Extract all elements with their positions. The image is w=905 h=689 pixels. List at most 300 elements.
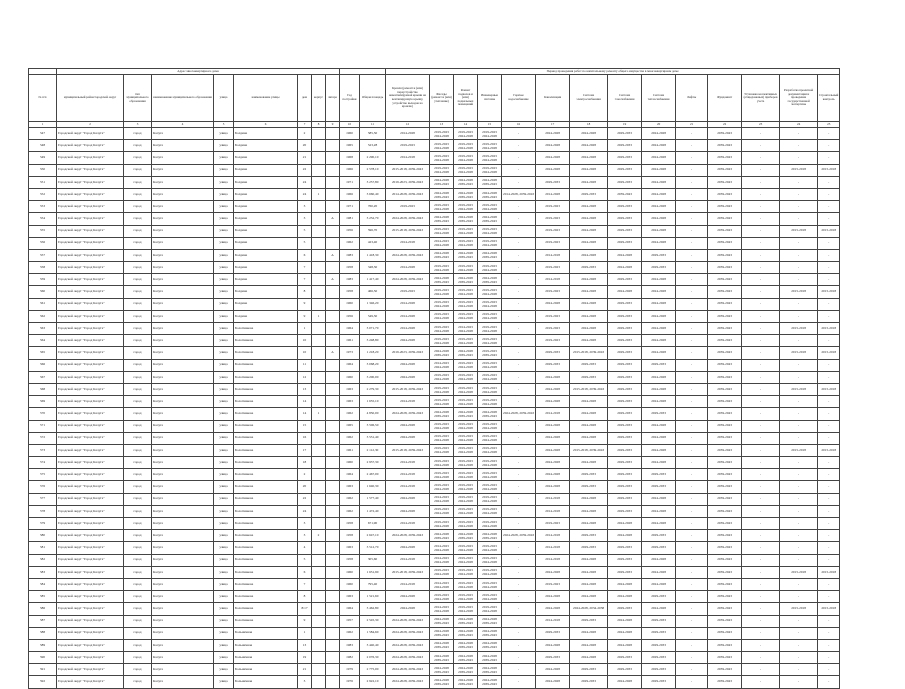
cell-street: Болотникова xyxy=(234,323,298,335)
cell-eng-line: 2019-2023 xyxy=(482,361,497,366)
cell-st: улица xyxy=(214,554,234,566)
cell-house: 16 xyxy=(298,432,312,444)
cell-elec: 2029-2033 xyxy=(570,469,608,481)
cell-lit xyxy=(326,140,340,152)
cell-found: 2039-2043 xyxy=(708,164,742,176)
cell-korp xyxy=(312,176,326,188)
cell-street: Болотникова xyxy=(234,615,298,627)
cell-facade-line: 2024-2028 xyxy=(434,653,449,658)
cell-eng xyxy=(478,554,502,566)
cell-heat: 2029-2033 xyxy=(642,481,676,493)
cell-basement xyxy=(454,603,478,615)
cell-eng-line: 2024-2028 xyxy=(482,596,497,601)
table-row xyxy=(29,603,840,615)
cell-basement xyxy=(454,493,478,505)
cell-year: 1965 xyxy=(340,140,360,152)
cell-lift: - xyxy=(676,652,708,664)
cell-gas: 2029-2033 xyxy=(608,201,642,213)
table-row xyxy=(29,542,840,554)
cell-basement-line: 2039-2043 xyxy=(458,352,473,357)
cell-year: 1960 xyxy=(340,457,360,469)
cell-facade-line: 2039-2043 xyxy=(434,645,449,650)
cell-meter: - xyxy=(742,578,780,590)
cell-year: 1961 xyxy=(340,335,360,347)
cell-st: улица xyxy=(214,262,234,274)
column-header: дом xyxy=(298,75,312,122)
cell-type: город xyxy=(124,481,152,493)
cell-meter: - xyxy=(742,457,780,469)
cell-gas: 2024-2028 xyxy=(608,518,642,530)
cell-area: 1 584,60 xyxy=(360,627,386,639)
cell-facade xyxy=(430,396,454,408)
cell-district: Городской округ "Город Калуга" xyxy=(57,310,124,322)
cell-basement-line: 2024-2028 xyxy=(458,617,473,622)
cell-street: Болотникова xyxy=(234,396,298,408)
column-number: 24 xyxy=(780,122,818,128)
cell-found: 2039-2043 xyxy=(708,652,742,664)
cell-found: 2039-2043 xyxy=(708,347,742,359)
cell-roof: 2014-2028 xyxy=(386,262,430,274)
cell-street: Больничная xyxy=(234,676,298,688)
cell-basement-line: 2019-2023 xyxy=(458,239,473,244)
cell-n: 590 xyxy=(29,652,57,664)
cell-elec: 2024-2028 xyxy=(570,323,608,335)
cell-street: Больничная xyxy=(234,664,298,676)
cell-heat: 2024-2028 xyxy=(642,335,676,347)
cell-eng-line: 2039-2043 xyxy=(482,352,497,357)
cell-basement-line: 2024-2028 xyxy=(458,450,473,455)
cell-elec: 2029-2033 xyxy=(570,371,608,383)
cell-lit: А xyxy=(326,249,340,261)
cell-korp xyxy=(312,359,326,371)
cell-st: улица xyxy=(214,359,234,371)
column-number: 16 xyxy=(502,122,536,128)
cell-roof: 2024-2028 xyxy=(386,505,430,517)
cell-eng-line: 2019-2023 xyxy=(482,202,497,207)
cell-n: 586 xyxy=(29,603,57,615)
cell-facade-line: 2019-2023 xyxy=(434,373,449,378)
cell-street: Болотникова xyxy=(234,493,298,505)
cell-area: 2 467,00 xyxy=(360,469,386,481)
cell-street: Болотникова xyxy=(234,591,298,603)
cell-area: 2 290,10 xyxy=(360,152,386,164)
table-row xyxy=(29,152,840,164)
cell-eng-line: 2024-2028 xyxy=(482,560,497,565)
cell-n: 576 xyxy=(29,481,57,493)
cell-basement xyxy=(454,652,478,664)
column-number: 15 xyxy=(478,122,502,128)
cell-ctrl: - xyxy=(818,493,840,505)
cell-facade xyxy=(430,274,454,286)
cell-st: улица xyxy=(214,176,234,188)
cell-eng-line: 2019-2023 xyxy=(482,385,497,390)
cell-meter: - xyxy=(742,286,780,298)
cell-gas: 2029-2033 xyxy=(608,225,642,237)
cell-elec: 2024-2028 xyxy=(570,274,608,286)
cell-ctrl: - xyxy=(818,188,840,200)
cell-house: 3 xyxy=(298,676,312,688)
cell-facade xyxy=(430,201,454,213)
cell-street: Болдина xyxy=(234,298,298,310)
cell-area: 2 076,30 xyxy=(360,652,386,664)
cell-facade-line: 2024-2028 xyxy=(434,267,449,272)
cell-district: Городской округ "Город Калуга" xyxy=(57,639,124,651)
cell-basement-line: 2024-2028 xyxy=(458,170,473,175)
table-row xyxy=(29,444,840,456)
cell-lit xyxy=(326,383,340,395)
table-row xyxy=(29,408,840,420)
cell-korp xyxy=(312,591,326,603)
cell-lift: - xyxy=(676,530,708,542)
cell-mo: Калуга xyxy=(152,444,214,456)
cell-sewer: 2019-2023 xyxy=(536,262,570,274)
cell-facade xyxy=(430,615,454,627)
cell-house: 17 xyxy=(298,444,312,456)
cell-district: Городской округ "Город Калуга" xyxy=(57,201,124,213)
cell-ctrl: - xyxy=(818,578,840,590)
cell-facade-line: 2024-2028 xyxy=(434,389,449,394)
cell-area: 3 248,80 xyxy=(360,335,386,347)
cell-facade-line: 2024-2028 xyxy=(434,584,449,589)
cell-korp xyxy=(312,383,326,395)
cell-gas: 2029-2033 xyxy=(608,432,642,444)
cell-basement-line: 2024-2028 xyxy=(458,365,473,370)
cell-district: Городской округ "Город Калуга" xyxy=(57,164,124,176)
cell-gas: 2029-2033 xyxy=(608,469,642,481)
cell-meter: - xyxy=(742,505,780,517)
cell-eng-line: 2024-2028 xyxy=(482,304,497,309)
cell-found: 2039-2043 xyxy=(708,237,742,249)
cell-elec: 2024-2028 xyxy=(570,408,608,420)
cell-house: 11 xyxy=(298,359,312,371)
cell-eng-line: 2019-2023 xyxy=(482,324,497,329)
cell-hw: - xyxy=(502,396,536,408)
cell-eng-line: 2019-2023 xyxy=(482,543,497,548)
cell-house: 12 xyxy=(298,371,312,383)
cell-street: Болдина xyxy=(234,201,298,213)
cell-korp xyxy=(312,444,326,456)
cell-eng-line: 2019-2023 xyxy=(482,556,497,561)
cell-gas: 2029-2033 xyxy=(608,408,642,420)
cell-n: 566 xyxy=(29,359,57,371)
cell-sewer: 2014-2018 xyxy=(536,408,570,420)
cell-lit xyxy=(326,298,340,310)
table-row xyxy=(29,578,840,590)
cell-district: Городской округ "Город Калуга" xyxy=(57,371,124,383)
cell-st: улица xyxy=(214,225,234,237)
cell-hw: 2024-2028, 2039-2043 xyxy=(502,408,536,420)
cell-eng-line: 2024-2028 xyxy=(482,487,497,492)
cell-facade-line: 2014-2023 xyxy=(434,239,449,244)
cell-facade-line: 2019-2023 xyxy=(434,434,449,439)
cell-facade-line: 2039-2043 xyxy=(434,218,449,223)
cell-basement xyxy=(454,420,478,432)
cell-found: 2039-2043 xyxy=(708,371,742,383)
cell-mo: Калуга xyxy=(152,347,214,359)
cell-roof: 2014-2018 xyxy=(386,457,430,469)
cell-facade-line: 2024-2028 xyxy=(434,292,449,297)
cell-roof: 2014-2028 xyxy=(386,310,430,322)
cell-basement-line: 2024-2028 xyxy=(458,348,473,353)
cell-type: город xyxy=(124,505,152,517)
cell-meter: - xyxy=(742,201,780,213)
cell-hw: - xyxy=(502,213,536,225)
cell-hw: - xyxy=(502,371,536,383)
cell-roof: 2024-2028 xyxy=(386,432,430,444)
cell-eng-line: 2024-2028 xyxy=(482,133,497,138)
cell-eng-line: 2019-2023 xyxy=(482,288,497,293)
cell-facade xyxy=(430,347,454,359)
cell-eng-line: 2039-2043 xyxy=(482,194,497,199)
cell-n: 558 xyxy=(29,262,57,274)
cell-korp xyxy=(312,262,326,274)
cell-elec: 2015-2018, 2039-2043 xyxy=(570,444,608,456)
cell-proj: - xyxy=(780,664,818,676)
cell-eng-line: 2024-2028 xyxy=(482,531,497,536)
cell-street: Болдина xyxy=(234,164,298,176)
table-row xyxy=(29,225,840,237)
column-number: 6 xyxy=(234,122,298,128)
cell-found: 2039-2043 xyxy=(708,176,742,188)
table-row xyxy=(29,176,840,188)
cell-basement xyxy=(454,457,478,469)
cell-facade-line: 2039-2043 xyxy=(434,621,449,626)
cell-facade-line: 2019-2023 xyxy=(434,166,449,171)
cell-facade-line: 2019-2023 xyxy=(434,397,449,402)
cell-lift: - xyxy=(676,505,708,517)
cell-basement-line: 2039-2043 xyxy=(458,194,473,199)
cell-street: Больничная xyxy=(234,652,298,664)
cell-heat: 2024-2028 xyxy=(642,201,676,213)
cell-year: 1962 xyxy=(340,505,360,517)
cell-st: улица xyxy=(214,542,234,554)
cell-ctrl: - xyxy=(818,542,840,554)
cell-heat: 2029-2033 xyxy=(642,591,676,603)
cell-eng-line: 2024-2028 xyxy=(482,462,497,467)
cell-korp xyxy=(312,518,326,530)
cell-mo: Калуга xyxy=(152,164,214,176)
cell-basement xyxy=(454,152,478,164)
cell-gas: 2029-2033 xyxy=(608,323,642,335)
cell-area: 2 922,10 xyxy=(360,676,386,688)
cell-house: 9 xyxy=(298,615,312,627)
column-header: Система теплоснабжения xyxy=(642,75,676,122)
cell-facade-line: 2024-2028 xyxy=(434,190,449,195)
cell-facade-line: 2019-2023 xyxy=(434,519,449,524)
cell-facade xyxy=(430,359,454,371)
cell-type: город xyxy=(124,201,152,213)
cell-facade-line: 2024-2028 xyxy=(434,523,449,528)
cell-lift: - xyxy=(676,201,708,213)
cell-district: Городской округ "Город Калуга" xyxy=(57,359,124,371)
cell-facade-line: 2014-2023 xyxy=(434,543,449,548)
cell-heat: 2024-2028 xyxy=(642,274,676,286)
cell-n: 585 xyxy=(29,591,57,603)
cell-hw: - xyxy=(502,469,536,481)
cell-eng-line: 2024-2028 xyxy=(482,665,497,670)
cell-ctrl: - xyxy=(818,213,840,225)
cell-sewer: 2029-2033 xyxy=(536,347,570,359)
cell-street: Болдина xyxy=(234,274,298,286)
cell-st: улица xyxy=(214,213,234,225)
cell-facade-line: 2024-2028 xyxy=(434,462,449,467)
column-number: 25 xyxy=(818,122,840,128)
cell-facade-line: 2024-2028 xyxy=(434,251,449,256)
cell-year: 1963 xyxy=(340,481,360,493)
cell-basement-line: 2024-2028 xyxy=(458,596,473,601)
cell-facade xyxy=(430,505,454,517)
cell-heat: 2024-2028 xyxy=(642,128,676,140)
cell-type: город xyxy=(124,627,152,639)
cell-eng-line: 2024-2028 xyxy=(482,145,497,150)
cell-mo: Калуга xyxy=(152,578,214,590)
cell-eng xyxy=(478,676,502,688)
cell-eng-line: 2019-2023 xyxy=(482,141,497,146)
cell-heat: 2024-2028 xyxy=(642,176,676,188)
cell-proj: - xyxy=(780,493,818,505)
cell-eng-line: 2024-2028 xyxy=(482,292,497,297)
cell-roof: 2015-2018, 2039-2043 xyxy=(386,164,430,176)
cell-elec: 2024-2028 xyxy=(570,652,608,664)
cell-basement-line: 2039-2043 xyxy=(458,682,473,687)
cell-sewer: 2014-2018 xyxy=(536,249,570,261)
cell-hw: - xyxy=(502,383,536,395)
cell-mo: Калуга xyxy=(152,432,214,444)
cell-facade-line: 2024-2028 xyxy=(434,438,449,443)
table-row xyxy=(29,554,840,566)
cell-n: 553 xyxy=(29,201,57,213)
cell-found: 2039-2043 xyxy=(708,274,742,286)
cell-ctrl: 2015-2018 xyxy=(818,225,840,237)
cell-eng-line: 2039-2043 xyxy=(482,413,497,418)
cell-n: 547 xyxy=(29,128,57,140)
cell-eng xyxy=(478,615,502,627)
cell-eng-line: 2039-2043 xyxy=(482,218,497,223)
cell-heat: 2029-2033 xyxy=(642,615,676,627)
cell-eng-line: 2019-2023 xyxy=(482,458,497,463)
cell-type: город xyxy=(124,359,152,371)
cell-street: Болотникова xyxy=(234,359,298,371)
cell-year: 1958 xyxy=(340,286,360,298)
cell-lift: - xyxy=(676,176,708,188)
cell-street: Болдина xyxy=(234,310,298,322)
cell-district: Городской округ "Город Калуга" xyxy=(57,383,124,395)
table-row xyxy=(29,347,840,359)
cell-basement-line: 2019-2023 xyxy=(458,568,473,573)
cell-mo: Калуга xyxy=(152,225,214,237)
cell-eng xyxy=(478,262,502,274)
cell-basement-line: 2019-2023 xyxy=(458,312,473,317)
cell-basement-line: 2024-2028 xyxy=(458,178,473,183)
cell-st: улица xyxy=(214,420,234,432)
cell-roof: 2015-2018, 2039-2043 xyxy=(386,444,430,456)
cell-facade-line: 2039-2043 xyxy=(434,682,449,687)
cell-n: 568 xyxy=(29,383,57,395)
cell-area: 3 660,40 xyxy=(360,188,386,200)
cell-house: 19 xyxy=(298,652,312,664)
cell-facade xyxy=(430,469,454,481)
cell-n: 589 xyxy=(29,639,57,651)
cell-elec: 2029-2033 xyxy=(570,542,608,554)
cell-roof: 2014-2028 xyxy=(386,323,430,335)
cell-lit xyxy=(326,420,340,432)
cell-area: 549,30 xyxy=(360,310,386,322)
cell-eng-line: 2024-2028 xyxy=(482,377,497,382)
cell-street: Болотникова xyxy=(234,347,298,359)
cell-street: Болотникова xyxy=(234,578,298,590)
cell-lift: - xyxy=(676,554,708,566)
cell-eng-line: 2039-2043 xyxy=(482,669,497,674)
cell-facade xyxy=(430,457,454,469)
cell-eng-line: 2024-2028 xyxy=(482,214,497,219)
cell-roof: 2015-2018, 2039-2043 xyxy=(386,566,430,578)
cell-type: город xyxy=(124,286,152,298)
cell-basement xyxy=(454,128,478,140)
cell-proj: - xyxy=(780,420,818,432)
cell-year: 1962 xyxy=(340,237,360,249)
column-header: наименование муниципального образования xyxy=(152,75,214,122)
cell-eng xyxy=(478,249,502,261)
cell-lift: - xyxy=(676,408,708,420)
cell-district: Городской округ "Город Калуга" xyxy=(57,286,124,298)
cell-gas: 2029-2033 xyxy=(608,359,642,371)
cell-eng-line: 2024-2028 xyxy=(482,617,497,622)
cell-street: Болдина xyxy=(234,286,298,298)
cell-korp xyxy=(312,347,326,359)
cell-year: 1962 xyxy=(340,493,360,505)
cell-lit xyxy=(326,164,340,176)
cell-heat: 2024-2028 xyxy=(642,347,676,359)
cell-n: 577 xyxy=(29,493,57,505)
cell-found: 2039-2043 xyxy=(708,676,742,688)
cell-eng-line: 2024-2028 xyxy=(482,401,497,406)
table-row xyxy=(29,481,840,493)
cell-ctrl: - xyxy=(818,310,840,322)
cell-basement-line: 2019-2023 xyxy=(458,543,473,548)
cell-heat: 2024-2028 xyxy=(642,237,676,249)
cell-st: улица xyxy=(214,188,234,200)
table-row xyxy=(29,518,840,530)
cell-basement-line: 2024-2028 xyxy=(458,608,473,613)
cell-sewer: 2024-2028 xyxy=(536,469,570,481)
column-number: 5 xyxy=(214,122,234,128)
cell-ctrl: - xyxy=(818,518,840,530)
cell-type: город xyxy=(124,164,152,176)
cell-korp xyxy=(312,639,326,651)
cell-lit xyxy=(326,457,340,469)
cell-facade-line: 2014-2023 xyxy=(434,361,449,366)
cell-district: Городской округ "Город Калуга" xyxy=(57,603,124,615)
cell-basement xyxy=(454,469,478,481)
cell-elec: 2024-2028 xyxy=(570,432,608,444)
cell-n: 584 xyxy=(29,578,57,590)
cell-basement-line: 2019-2023 xyxy=(458,141,473,146)
cell-found: 2039-2043 xyxy=(708,298,742,310)
cell-n: 572 xyxy=(29,432,57,444)
cell-basement-line: 2019-2023 xyxy=(458,263,473,268)
cell-eng xyxy=(478,298,502,310)
cell-house: 7 xyxy=(298,262,312,274)
cell-facade-line: 2019-2023 xyxy=(434,446,449,451)
cell-lit xyxy=(326,676,340,688)
cell-sewer: 2019-2023 xyxy=(536,578,570,590)
cell-eng-line: 2019-2023 xyxy=(482,422,497,427)
cell-st: улица xyxy=(214,274,234,286)
cell-gas: 2029-2033 xyxy=(608,652,642,664)
cell-district: Городской округ "Город Калуга" xyxy=(57,140,124,152)
cell-hw: - xyxy=(502,505,536,517)
cell-mo: Калуга xyxy=(152,152,214,164)
